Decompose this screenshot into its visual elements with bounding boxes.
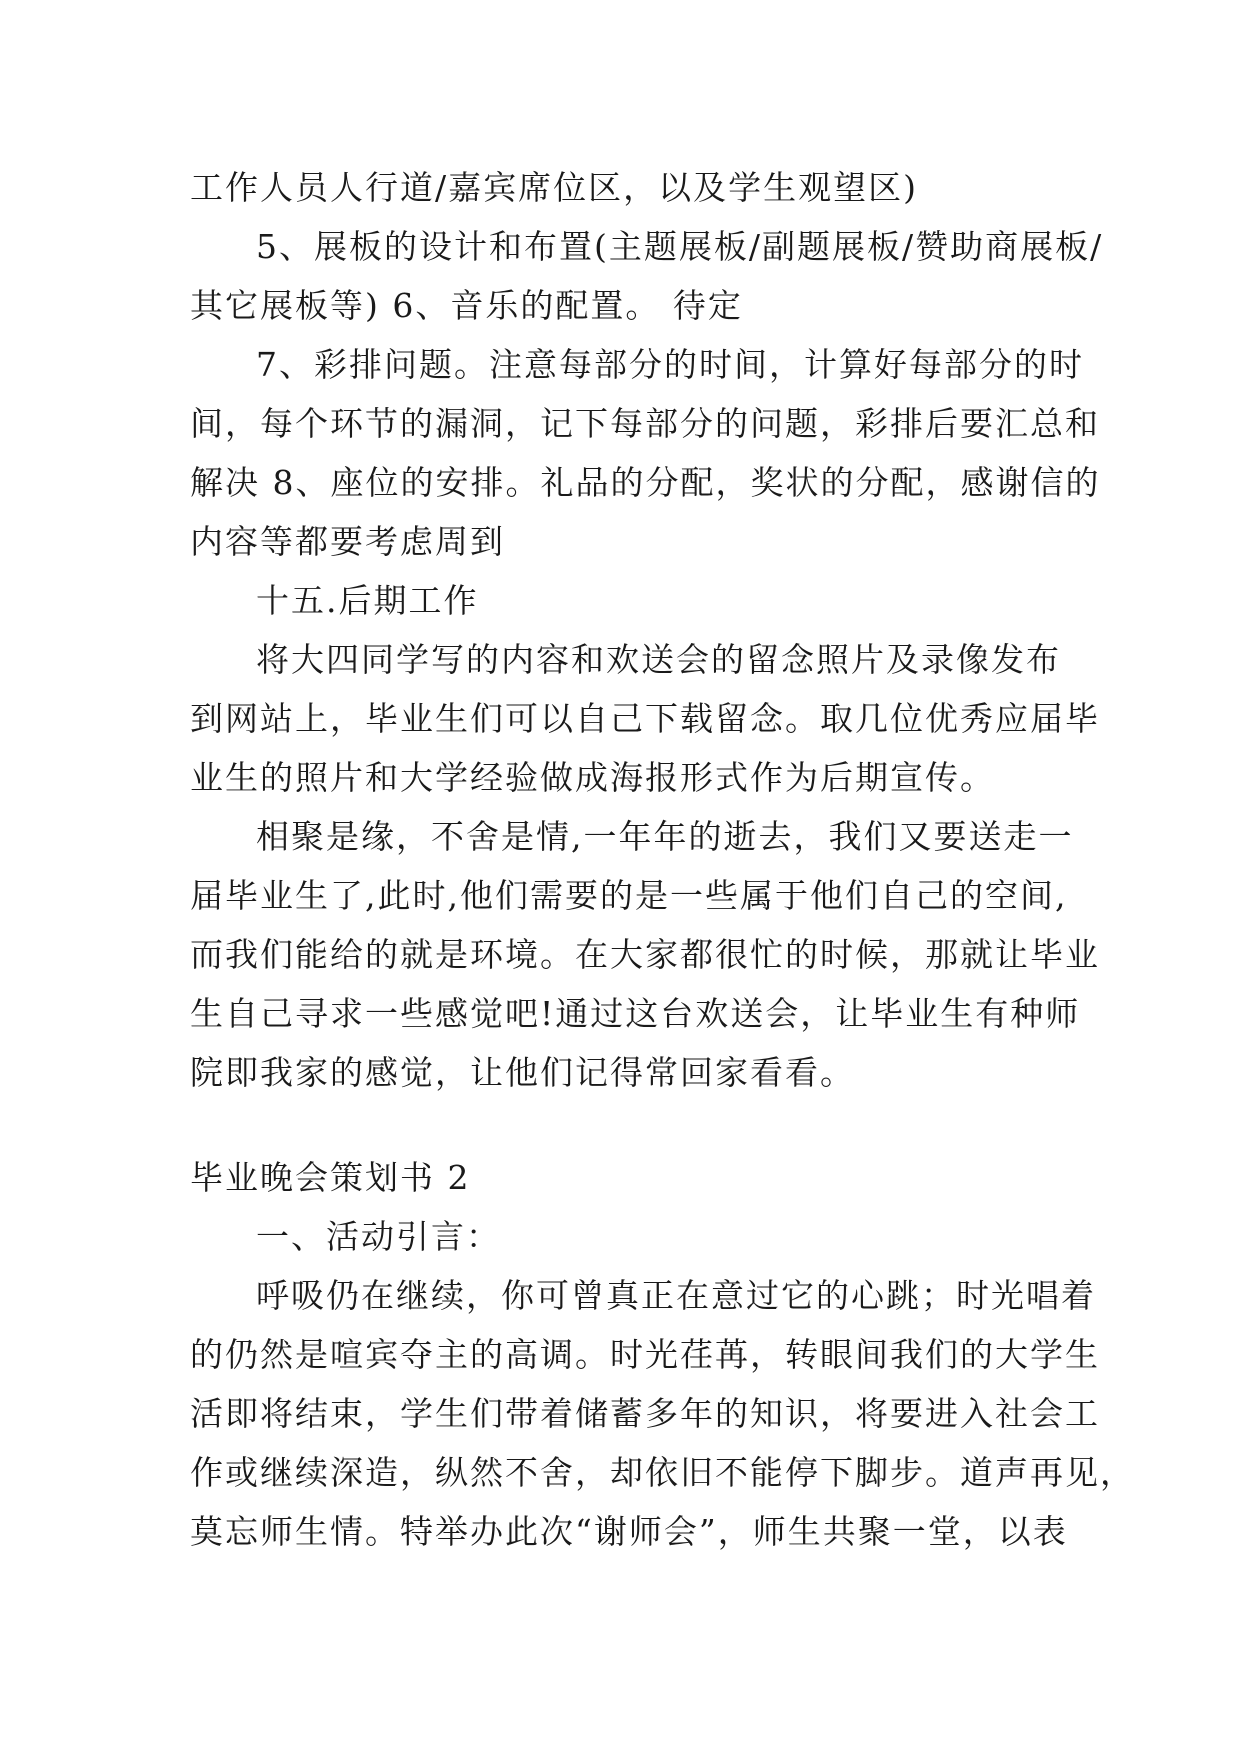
document-page xyxy=(190,158,1135,1561)
text-line: 业生的照片和大学经验做成海报形式作为后期宣传。 xyxy=(190,758,995,797)
text-line: 到网站上，毕业生们可以自己下载留念。取几位优秀应届毕 xyxy=(190,699,1100,738)
text-line: 相聚是缘，不舍是情,一年年的逝去，我们又要送走一 xyxy=(256,817,1074,856)
text-line: 工作人员人行道/嘉宾席位区，以及学生观望区) xyxy=(190,168,918,207)
text-line: 活即将结束，学生们带着储蓄多年的知识，将要进入社会工 xyxy=(190,1394,1100,1433)
text-line: 作或继续深造，纵然不舍，却依旧不能停下脚步。道声再见， xyxy=(190,1453,1135,1492)
text-line: 届毕业生了,此时,他们需要的是一些属于他们自己的空间, xyxy=(190,876,1068,915)
text-line: 呼吸仍在继续，你可曾真正在意过它的心跳；时光唱着 xyxy=(256,1276,1096,1315)
text-line: 生自己寻求一些感觉吧!通过这台欢送会，让毕业生有种师 xyxy=(190,994,1081,1033)
subheading: 一、活动引言： xyxy=(256,1217,501,1256)
text-line: 而我们能给的就是环境。在大家都很忙的时候，那就让毕业 xyxy=(190,935,1100,974)
text-line: 莫忘师生情。特举办此次“谢师会”，师生共聚一堂，以表 xyxy=(190,1512,1068,1551)
text-line: 间，每个环节的漏洞，记下每部分的问题，彩排后要汇总和 xyxy=(190,404,1100,443)
text-line: 内容等都要考虑周到 xyxy=(190,522,505,561)
text-line: 7、彩排问题。注意每部分的时间，计算好每部分的时 xyxy=(256,345,1084,384)
text-line: 解决 8、座位的安排。礼品的分配，奖状的分配，感谢信的 xyxy=(190,463,1101,502)
text-line: 5、展板的设计和布置(主题展板/副题展板/赞助商展板/ xyxy=(256,227,1104,266)
section-title: 毕业晚会策划书 2 xyxy=(190,1158,471,1197)
subheading: 十五.后期工作 xyxy=(256,581,479,620)
text-line: 的仍然是喧宾夺主的高调。时光荏苒，转眼间我们的大学生 xyxy=(190,1335,1100,1374)
text-line: 其它展板等) 6、音乐的配置。 待定 xyxy=(190,286,743,325)
section-gap xyxy=(190,1102,1050,1148)
text-line: 将大四同学写的内容和欢送会的留念照片及录像发布 xyxy=(256,640,1061,679)
text-line: 院即我家的感觉，让他们记得常回家看看。 xyxy=(190,1053,855,1092)
